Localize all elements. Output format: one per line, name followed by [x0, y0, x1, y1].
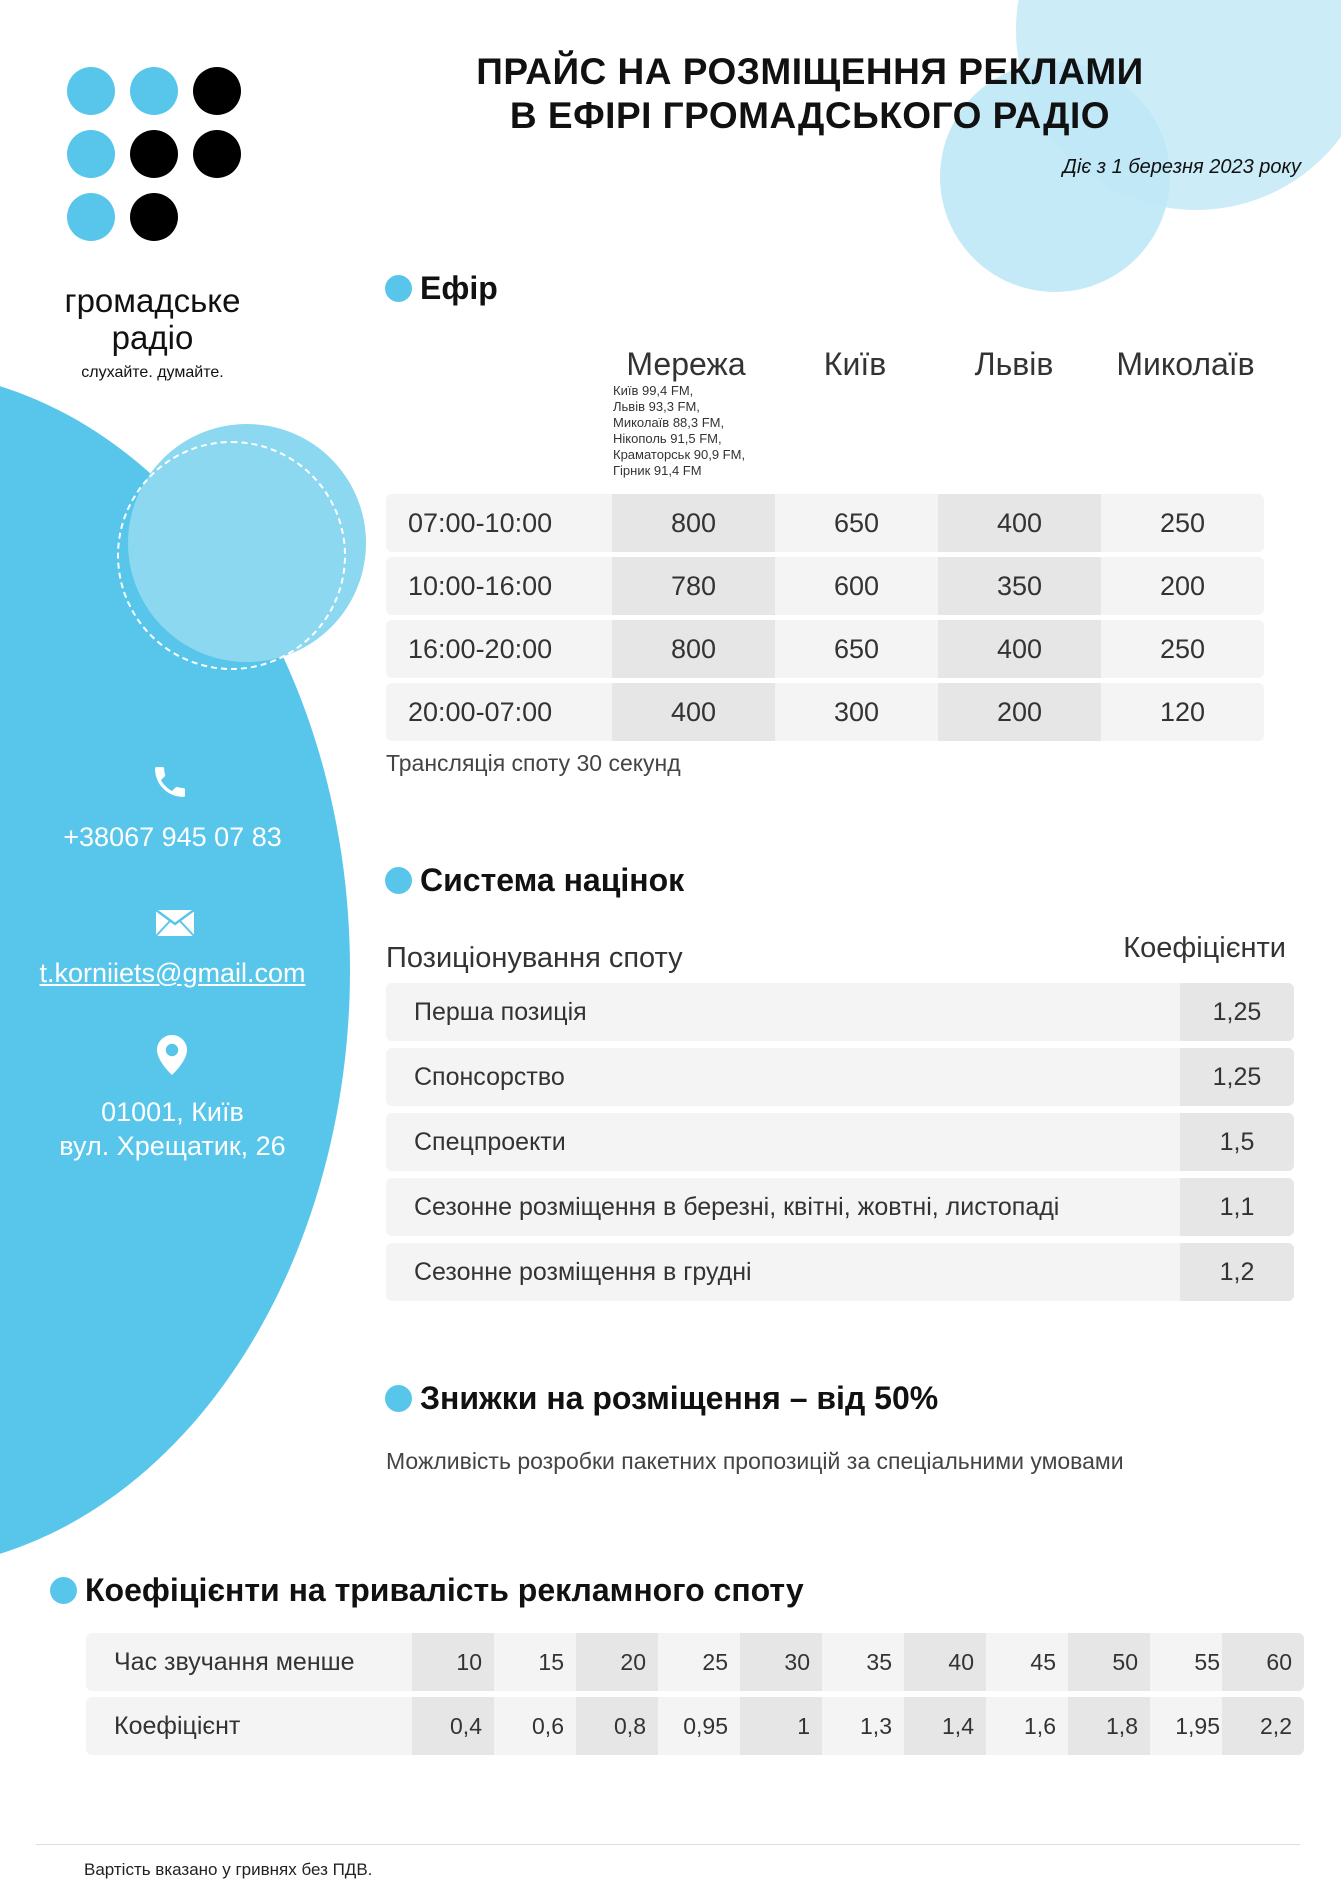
logo-dot	[193, 67, 241, 115]
air-time-slot: 07:00-10:00	[408, 508, 553, 538]
markup-value: 1,2	[1180, 1243, 1294, 1301]
duration-seconds-cell: 25	[702, 1649, 728, 1675]
column-header-lviv: Львів	[974, 346, 1054, 382]
markup-row	[386, 1243, 1294, 1301]
duration-coefficient-cell: 0,4	[412, 1697, 494, 1755]
markup-label: Сезонне розміщення в березні, квітні, жовтні, листопаді	[414, 1193, 1060, 1221]
air-price-kyiv: 650	[833, 634, 880, 664]
air-price-lviv: 400	[938, 620, 1101, 678]
markup-value: 1,25	[1180, 983, 1294, 1041]
column-header-network: Мережа	[626, 346, 746, 382]
footer-divider	[36, 1844, 1300, 1845]
air-time-slot: 10:00-16:00	[408, 571, 553, 601]
bullet-icon	[385, 275, 412, 302]
duration-coefficient-cell: 0,8	[576, 1697, 658, 1755]
duration-coefficient-cell: 1,3	[860, 1713, 892, 1739]
network-station: Гірник 91,4 FM	[613, 463, 702, 478]
page-title	[440, 50, 1180, 138]
section-heading-duration	[50, 1572, 804, 1609]
footnote: Вартість вказано у гривнях без ПДВ.	[84, 1860, 373, 1879]
address-line2: вул. Хрещатик, 26	[59, 1131, 286, 1161]
duration-coefficient-cell: 1,8	[1068, 1697, 1150, 1755]
duration-row-seconds	[86, 1633, 1304, 1691]
air-price-network: 400	[612, 683, 775, 741]
markups-column-right: Коефіцієнти	[1123, 932, 1286, 964]
duration-seconds-cell: 60	[1222, 1633, 1304, 1691]
duration-seconds-cell: 50	[1068, 1633, 1150, 1691]
address-line1: 01001, Київ	[101, 1097, 244, 1127]
network-station: Миколаїв 88,3 FM,	[613, 415, 725, 430]
air-price-kyiv: 650	[833, 508, 880, 538]
duration-coefficient-cell: 1	[740, 1697, 822, 1755]
air-price-mykolaiv: 250	[1159, 634, 1206, 664]
duration-seconds-cell: 10	[412, 1633, 494, 1691]
location-pin-icon	[150, 1035, 194, 1085]
logo-name-line2: радіо	[111, 319, 194, 356]
air-note: Трансляція споту 30 секунд	[386, 750, 681, 776]
duration-coefficient-cell: 1,4	[904, 1697, 986, 1755]
air-price-mykolaiv: 250	[1159, 508, 1206, 538]
discounts-text: Можливість розробки пакетних пропозицій за спеціальними умовами	[386, 1448, 1124, 1474]
air-table-row	[386, 557, 1264, 615]
air-price-mykolaiv: 200	[1159, 571, 1206, 601]
contact-address	[20, 1095, 325, 1163]
page-title-line1: ПРАЙС НА РОЗМІЩЕННЯ РЕКЛАМИ	[476, 51, 1144, 92]
duration-seconds-cell: 55	[1194, 1649, 1220, 1675]
air-price-kyiv: 300	[833, 697, 880, 727]
air-table-row	[386, 494, 1264, 552]
network-stations-list	[613, 383, 745, 479]
section-heading-air-text: Ефір	[420, 270, 498, 306]
logo-dot	[67, 193, 115, 241]
markup-row	[386, 1048, 1294, 1106]
contact-email[interactable]: t.korniiets@gmail.com	[39, 958, 306, 988]
markup-row	[386, 983, 1294, 1041]
logo-slogan: слухайте. думайте.	[81, 364, 224, 381]
network-station: Нікополь 91,5 FM,	[613, 431, 722, 446]
duration-seconds-cell: 45	[1030, 1649, 1056, 1675]
duration-coefficient-cell: 2,2	[1222, 1697, 1304, 1755]
markup-label: Сезонне розміщення в грудні	[414, 1258, 752, 1286]
phone-icon	[140, 762, 200, 812]
markup-value: 1,1	[1180, 1178, 1294, 1236]
duration-coefficient-cell: 1,6	[1024, 1713, 1056, 1739]
air-time-slot: 20:00-07:00	[408, 697, 553, 727]
bullet-icon	[385, 1385, 412, 1412]
decorative-dashed-circle	[117, 441, 346, 670]
section-heading-markups-text: Система націнок	[420, 862, 685, 898]
logo-name-line1: громадське	[64, 282, 241, 319]
duration-coefficient-cell: 0,6	[532, 1713, 564, 1739]
duration-row-coefficients	[86, 1697, 1304, 1755]
duration-seconds-cell: 35	[866, 1649, 892, 1675]
air-table-row	[386, 620, 1264, 678]
network-station: Львів 93,3 FM,	[613, 399, 700, 414]
air-price-lviv: 350	[938, 557, 1101, 615]
markup-value: 1,5	[1180, 1113, 1294, 1171]
duration-coefficient-cell: 1,95	[1175, 1713, 1220, 1739]
duration-seconds-cell: 20	[576, 1633, 658, 1691]
duration-row-label: Коефіцієнт	[114, 1712, 241, 1740]
air-price-kyiv: 600	[833, 571, 880, 601]
markup-label: Спонсорство	[414, 1063, 565, 1091]
air-price-network: 780	[612, 557, 775, 615]
section-heading-discounts-text: Знижки на розміщення – від 50%	[420, 1380, 939, 1416]
logo-dot	[130, 130, 178, 178]
markup-row	[386, 1178, 1294, 1236]
duration-coefficient-cell: 0,95	[683, 1713, 728, 1739]
section-heading-markups	[385, 862, 684, 899]
contact-phone[interactable]: +38067 945 07 83	[63, 822, 282, 852]
markups-column-left: Позиціонування споту	[386, 942, 683, 974]
markup-label: Перша позиція	[414, 998, 587, 1026]
column-header-mykolaiv: Миколаїв	[1116, 346, 1255, 382]
bullet-icon	[385, 867, 412, 894]
duration-seconds-cell: 40	[904, 1633, 986, 1691]
markup-label: Спецпроекти	[414, 1128, 566, 1156]
logo-dot	[67, 67, 115, 115]
air-price-network: 800	[612, 494, 775, 552]
logo-dot	[67, 130, 115, 178]
duration-seconds-cell: 30	[740, 1633, 822, 1691]
air-price-network: 800	[612, 620, 775, 678]
air-table-row	[386, 683, 1264, 741]
air-time-slot: 16:00-20:00	[408, 634, 553, 664]
section-heading-duration-text: Коефіцієнти на тривалість рекламного споту	[85, 1572, 804, 1608]
bullet-icon	[50, 1577, 77, 1604]
markup-row	[386, 1113, 1294, 1171]
duration-row-label: Час звучання менше	[114, 1648, 355, 1676]
air-price-lviv: 200	[938, 683, 1101, 741]
column-header-kyiv: Київ	[823, 346, 887, 382]
page-title-line2: В ЕФІРІ ГРОМАДСЬКОГО РАДІО	[509, 95, 1111, 136]
logo-dot	[130, 67, 178, 115]
section-heading-air	[385, 270, 498, 307]
air-price-mykolaiv: 120	[1159, 697, 1206, 727]
air-price-lviv: 400	[938, 494, 1101, 552]
section-heading-discounts	[385, 1380, 938, 1417]
logo-dot	[193, 130, 241, 178]
duration-seconds-cell: 15	[538, 1649, 564, 1675]
network-station: Київ 99,4 FM,	[613, 383, 694, 398]
logo-name	[40, 282, 265, 356]
valid-from-date: Діє з 1 березня 2023 року	[1062, 156, 1301, 178]
envelope-icon	[150, 904, 200, 947]
network-station: Краматорськ 90,9 FM,	[613, 447, 746, 462]
logo-dot	[130, 193, 178, 241]
markup-value: 1,25	[1180, 1048, 1294, 1106]
